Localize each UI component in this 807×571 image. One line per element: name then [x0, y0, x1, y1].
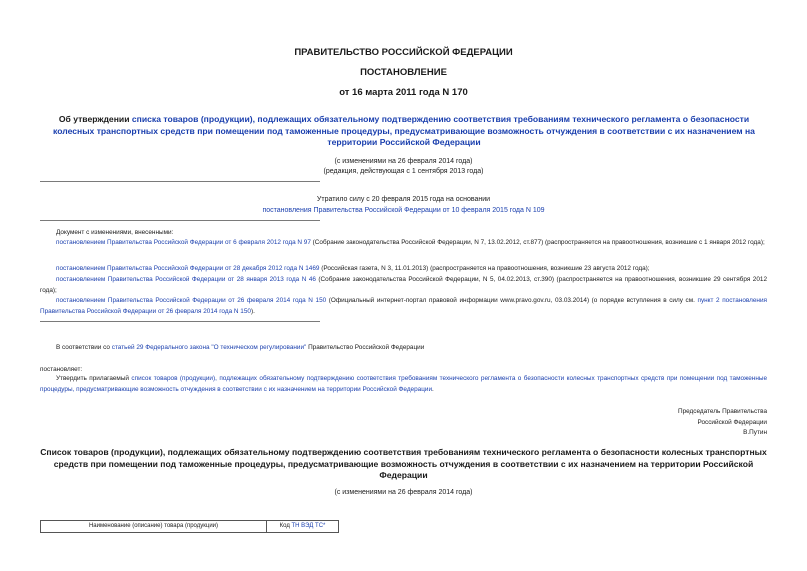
signature-line-3: В.Путин	[743, 429, 767, 436]
doc-type: ПОСТАНОВЛЕНИЕ	[360, 67, 447, 78]
doc-title	[42, 114, 766, 149]
doc-title-link[interactable]: списка товаров (продукции), подлежащих обязательному подтверждению соответствия требованиям технического регламента о безопасности колесных транспортных средств при помещении под таможенные процедуры, предусматривающие возможность отчуждения в соответствии с их назначением на территории Российской Федерации	[53, 114, 755, 147]
expired-link[interactable]: постановления Правительства Российской Федерации от 10 февраля 2015 года N 109	[262, 207, 545, 214]
table-header-name: Наименование (описание) товара (продукции)	[41, 521, 267, 532]
signature-block	[678, 407, 767, 439]
amendment-text-2: ).	[250, 307, 255, 315]
expired-notice: Утратило силу с 20 февраля 2015 года на основании	[316, 196, 491, 203]
amendment-link-2[interactable]: пункт 2 постановления Правительства Российской Федерации от 26 февраля 2014 года N 150	[40, 297, 767, 315]
amendment-text: (Собрание законодательства Российской Федерации, N 7, 13.02.2012, ст.877) (распространяется на правоотношения, возникшие с 1 января 2012 года);	[310, 239, 765, 246]
body-paragraph-1	[56, 343, 424, 354]
tnved-link[interactable]: ТН ВЭД ТС*	[291, 523, 326, 529]
org-title: ПРАВИТЕЛЬСТВО РОССИЙСКОЙ ФЕДЕРАЦИИ	[294, 47, 513, 58]
list-changes: (с изменениями на 26 февраля 2014 года)	[334, 489, 473, 496]
p1-prefix: В соответствии со	[56, 344, 112, 351]
amendment-link[interactable]: постановлением Правительства Российской Федерации от 26 февраля 2014 года N 150	[56, 297, 327, 304]
amendment-item	[40, 275, 767, 296]
amendments-intro: Документ с изменениями, внесенными:	[56, 229, 174, 236]
p3-prefix: Утвердить прилагаемый	[56, 375, 132, 382]
amendment-text: (Российская газета, N 3, 11.01.2013) (распространяется на правоотношения, возникшие 23 августа 2012 года);	[319, 265, 650, 272]
body-paragraph-3	[40, 374, 767, 395]
law-link[interactable]: статьей 29 Федерального закона "О техническом регулировании"	[111, 344, 307, 351]
signature-line-1: Председатель Правительства	[678, 408, 767, 415]
code-prefix: Код	[279, 523, 292, 529]
amendment-text: (Собрание законодательства Российской Федерации, N 5, 04.02.2013, ст.390) (распространяется на правоотношения, возникшие 29 сентября 2012 года);	[40, 276, 767, 294]
p1-suffix: Правительство Российской Федерации	[306, 344, 425, 351]
revision-edition: (редакция, действующая с 1 сентября 2013 года)	[323, 168, 484, 175]
revision-changes: (с изменениями на 26 февраля 2014 года)	[334, 158, 473, 165]
amendment-link[interactable]: постановлением Правительства Российской Федерации от 28 декабря 2012 года N 1469	[56, 265, 320, 272]
doc-title-prefix: Об утверждении	[58, 114, 132, 124]
amendment-text: (Официальный интернет-портал правовой информации www.pravo.gov.ru, 03.03.2014) (о порядке вступления в силу см.	[326, 297, 698, 304]
amendment-link[interactable]: постановлением Правительства Российской Федерации от 6 февраля 2012 года N 97	[56, 239, 311, 246]
body-paragraph-2: постановляет:	[40, 366, 83, 373]
divider	[40, 321, 320, 322]
divider	[40, 181, 320, 182]
signature-line-2: Российской Федерации	[697, 418, 767, 426]
divider	[40, 220, 320, 221]
list-link[interactable]: список товаров (продукции), подлежащих обязательному подтверждению соответствия требованиям технического регламента о безопасности колесных транспортных средств при помещении под таможенные процедуры, предусматривающие возможность отчуждения в соответствии с их назначением на территории Российской Федерации	[40, 375, 767, 393]
p3-suffix: .	[432, 385, 434, 393]
amendment-item	[40, 238, 767, 249]
amendment-link[interactable]: постановлением Правительства Российской Федерации от 28 января 2013 года N 46	[56, 276, 316, 283]
list-title: Список товаров (продукции), подлежащих обязательному подтверждению соответствия требованиям технического регламента о безопасности колесных транспортных средств при помещении под таможенные процедуры, предусматривающие возможность отчуждения в соответствии с их назначением на территории Российской Федерации	[40, 447, 767, 480]
table-header-code	[267, 521, 338, 532]
amendment-item	[40, 296, 767, 317]
doc-date-number: от 16 марта 2011 года N 170	[339, 87, 468, 98]
goods-table-header	[40, 520, 339, 533]
amendment-item	[40, 264, 767, 275]
